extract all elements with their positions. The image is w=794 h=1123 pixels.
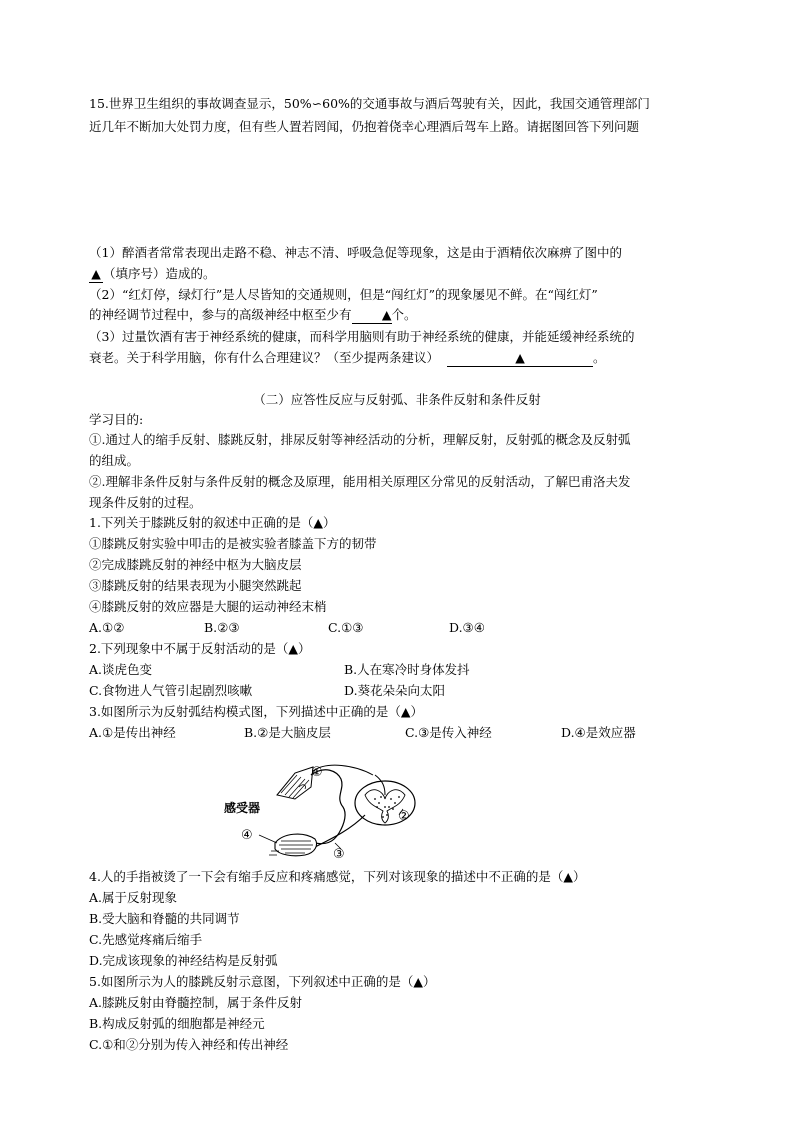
answer-blank-mark: ▲ (447, 350, 593, 367)
objective-1-line2: 的组成。 (89, 453, 140, 468)
afferent-nerve (311, 770, 345, 844)
q15-line2: 近几年不断加大处罚力度，但有些人置若罔闻，仍抱着侥幸心理酒后驾车上路。请据图回答下列问题 (89, 119, 640, 134)
q3-stem: 3.如图所示为反射弧结构模式图，下列描述中正确的是（▲） (89, 704, 424, 719)
q2-option-c: C.食物进人气管引起剧烈咳嗽 (89, 683, 253, 698)
q15-sub2-line2 (89, 307, 417, 324)
objectives-label: 学习目的: (89, 412, 144, 427)
q4-option-a: A.属于反射现象 (89, 890, 178, 905)
q1-statement-4: ④膝跳反射的效应器是大腿的运动神经末梢 (89, 599, 327, 614)
q1-option-a: A.①② (89, 620, 125, 635)
q15-sub3-pre: 衰老。关于科学用脑，你有什么合理建议？（至少提两条建议） (89, 350, 440, 365)
q2-option-b: B.人在寒冷时身体发抖 (344, 662, 470, 677)
answer-blank-mark: ▲ (352, 307, 392, 324)
objective-2-line2: 现条件反射的过程。 (89, 495, 202, 510)
q2-option-a: A.谈虎色变 (89, 662, 153, 677)
label-4: ④ (241, 828, 253, 843)
q1-option-c: C.①③ (328, 620, 364, 635)
q2-stem: 2.下列现象中不属于反射活动的是（▲） (89, 641, 311, 656)
section-title: （二）应答性反应与反射弧、非条件反射和条件反射 (253, 392, 541, 407)
q4-stem: 4.人的手指被烫了一下会有缩手反应和疼痛感觉，下列对该现象的描述中不正确的是（▲） (89, 869, 586, 884)
q15-sub1-text: （填序号）造成的。 (103, 266, 216, 281)
q1-statement-3: ③膝跳反射的结果表现为小腿突然跳起 (89, 578, 302, 593)
q15-line1: 15.世界卫生组织的事故调查显示，50%∽60%的交通事故与酒后驾驶有关，因此，我国交通管理部门 (89, 96, 650, 111)
q2-option-d: D.葵花朵朵向太阳 (344, 683, 446, 698)
q15-sub2-line1: （2）“红灯停，绿灯行”是人尽皆知的交通规则，但是“闯红灯”的现象屡见不鲜。在“闯红灯” (89, 287, 598, 302)
q15-sub3-line1: （3）过量饮酒有害于神经系统的健康，而科学用脑则有助于神经系统的健康，并能延缓神经系统的 (89, 329, 635, 344)
receptor-label: 感受器 (224, 801, 261, 815)
q4-option-c: C.先感觉疼痛后缩手 (89, 932, 203, 947)
q3-option-a: A.①是传出神经 (89, 725, 176, 740)
q1-statement-2: ②完成膝跳反射的神经中枢为大脑皮层 (89, 557, 302, 572)
label-3: ③ (333, 847, 345, 862)
q1-statement-1: ①膝跳反射实验中叩击的是被实验者膝盖下方的韧带 (89, 536, 377, 551)
receptor-skin (277, 767, 313, 799)
reflex-arc-figure (215, 757, 440, 865)
q5-option-a: A.膝跳反射由脊髓控制，属于条件反射 (89, 995, 303, 1010)
q15-sub2-post: 个。 (391, 307, 417, 322)
q5-stem: 5.如图所示为人的膝跳反射示意图，下列叙述中正确的是（▲） (89, 974, 436, 989)
q5-option-b: B.构成反射弧的细胞都是神经元 (89, 1016, 265, 1031)
label-2: ② (398, 809, 410, 824)
q4-option-b: B.受大脑和脊髓的共同调节 (89, 911, 240, 926)
q15-sub3-post: 。 (593, 350, 606, 365)
q3-option-b: B.②是大脑皮层 (244, 725, 331, 740)
q5-option-c: C.①和②分别为传入神经和传出神经 (89, 1037, 289, 1052)
objective-1-line1: ①.通过人的缩手反射、膝跳反射，排尿反射等神经活动的分析，理解反射，反射弧的概念及反射弧 (89, 432, 631, 447)
q3-option-c: C.③是传入神经 (405, 725, 492, 740)
q15-sub1-line1: （1）醉酒者常常表现出走路不稳、神志不清、呼吸急促等现象，这是由于酒精依次麻痹了图中的 (89, 245, 622, 260)
q1-option-b: B.②③ (204, 620, 240, 635)
answer-blank-mark: ▲ (89, 266, 103, 283)
q15-sub1-line2 (89, 266, 216, 283)
label-1: ① (311, 765, 323, 780)
q3-option-d: D.④是效应器 (561, 725, 636, 740)
q1-option-d: D.③④ (449, 620, 485, 635)
q15-sub2-pre: 的神经调节过程中，参与的高级神经中枢至少有 (89, 307, 352, 322)
effector-muscle (269, 834, 317, 856)
q15-sub3-line2 (89, 350, 606, 367)
q1-stem: 1.下列关于膝跳反射的叙述中正确的是（▲） (89, 515, 336, 530)
q4-option-d: D.完成该现象的神经结构是反射弧 (89, 953, 278, 968)
objective-2-line1: ②.理解非条件反射与条件反射的概念及原理，能用相关原理区分常见的反射活动，了解巴甫洛夫发 (89, 474, 631, 489)
